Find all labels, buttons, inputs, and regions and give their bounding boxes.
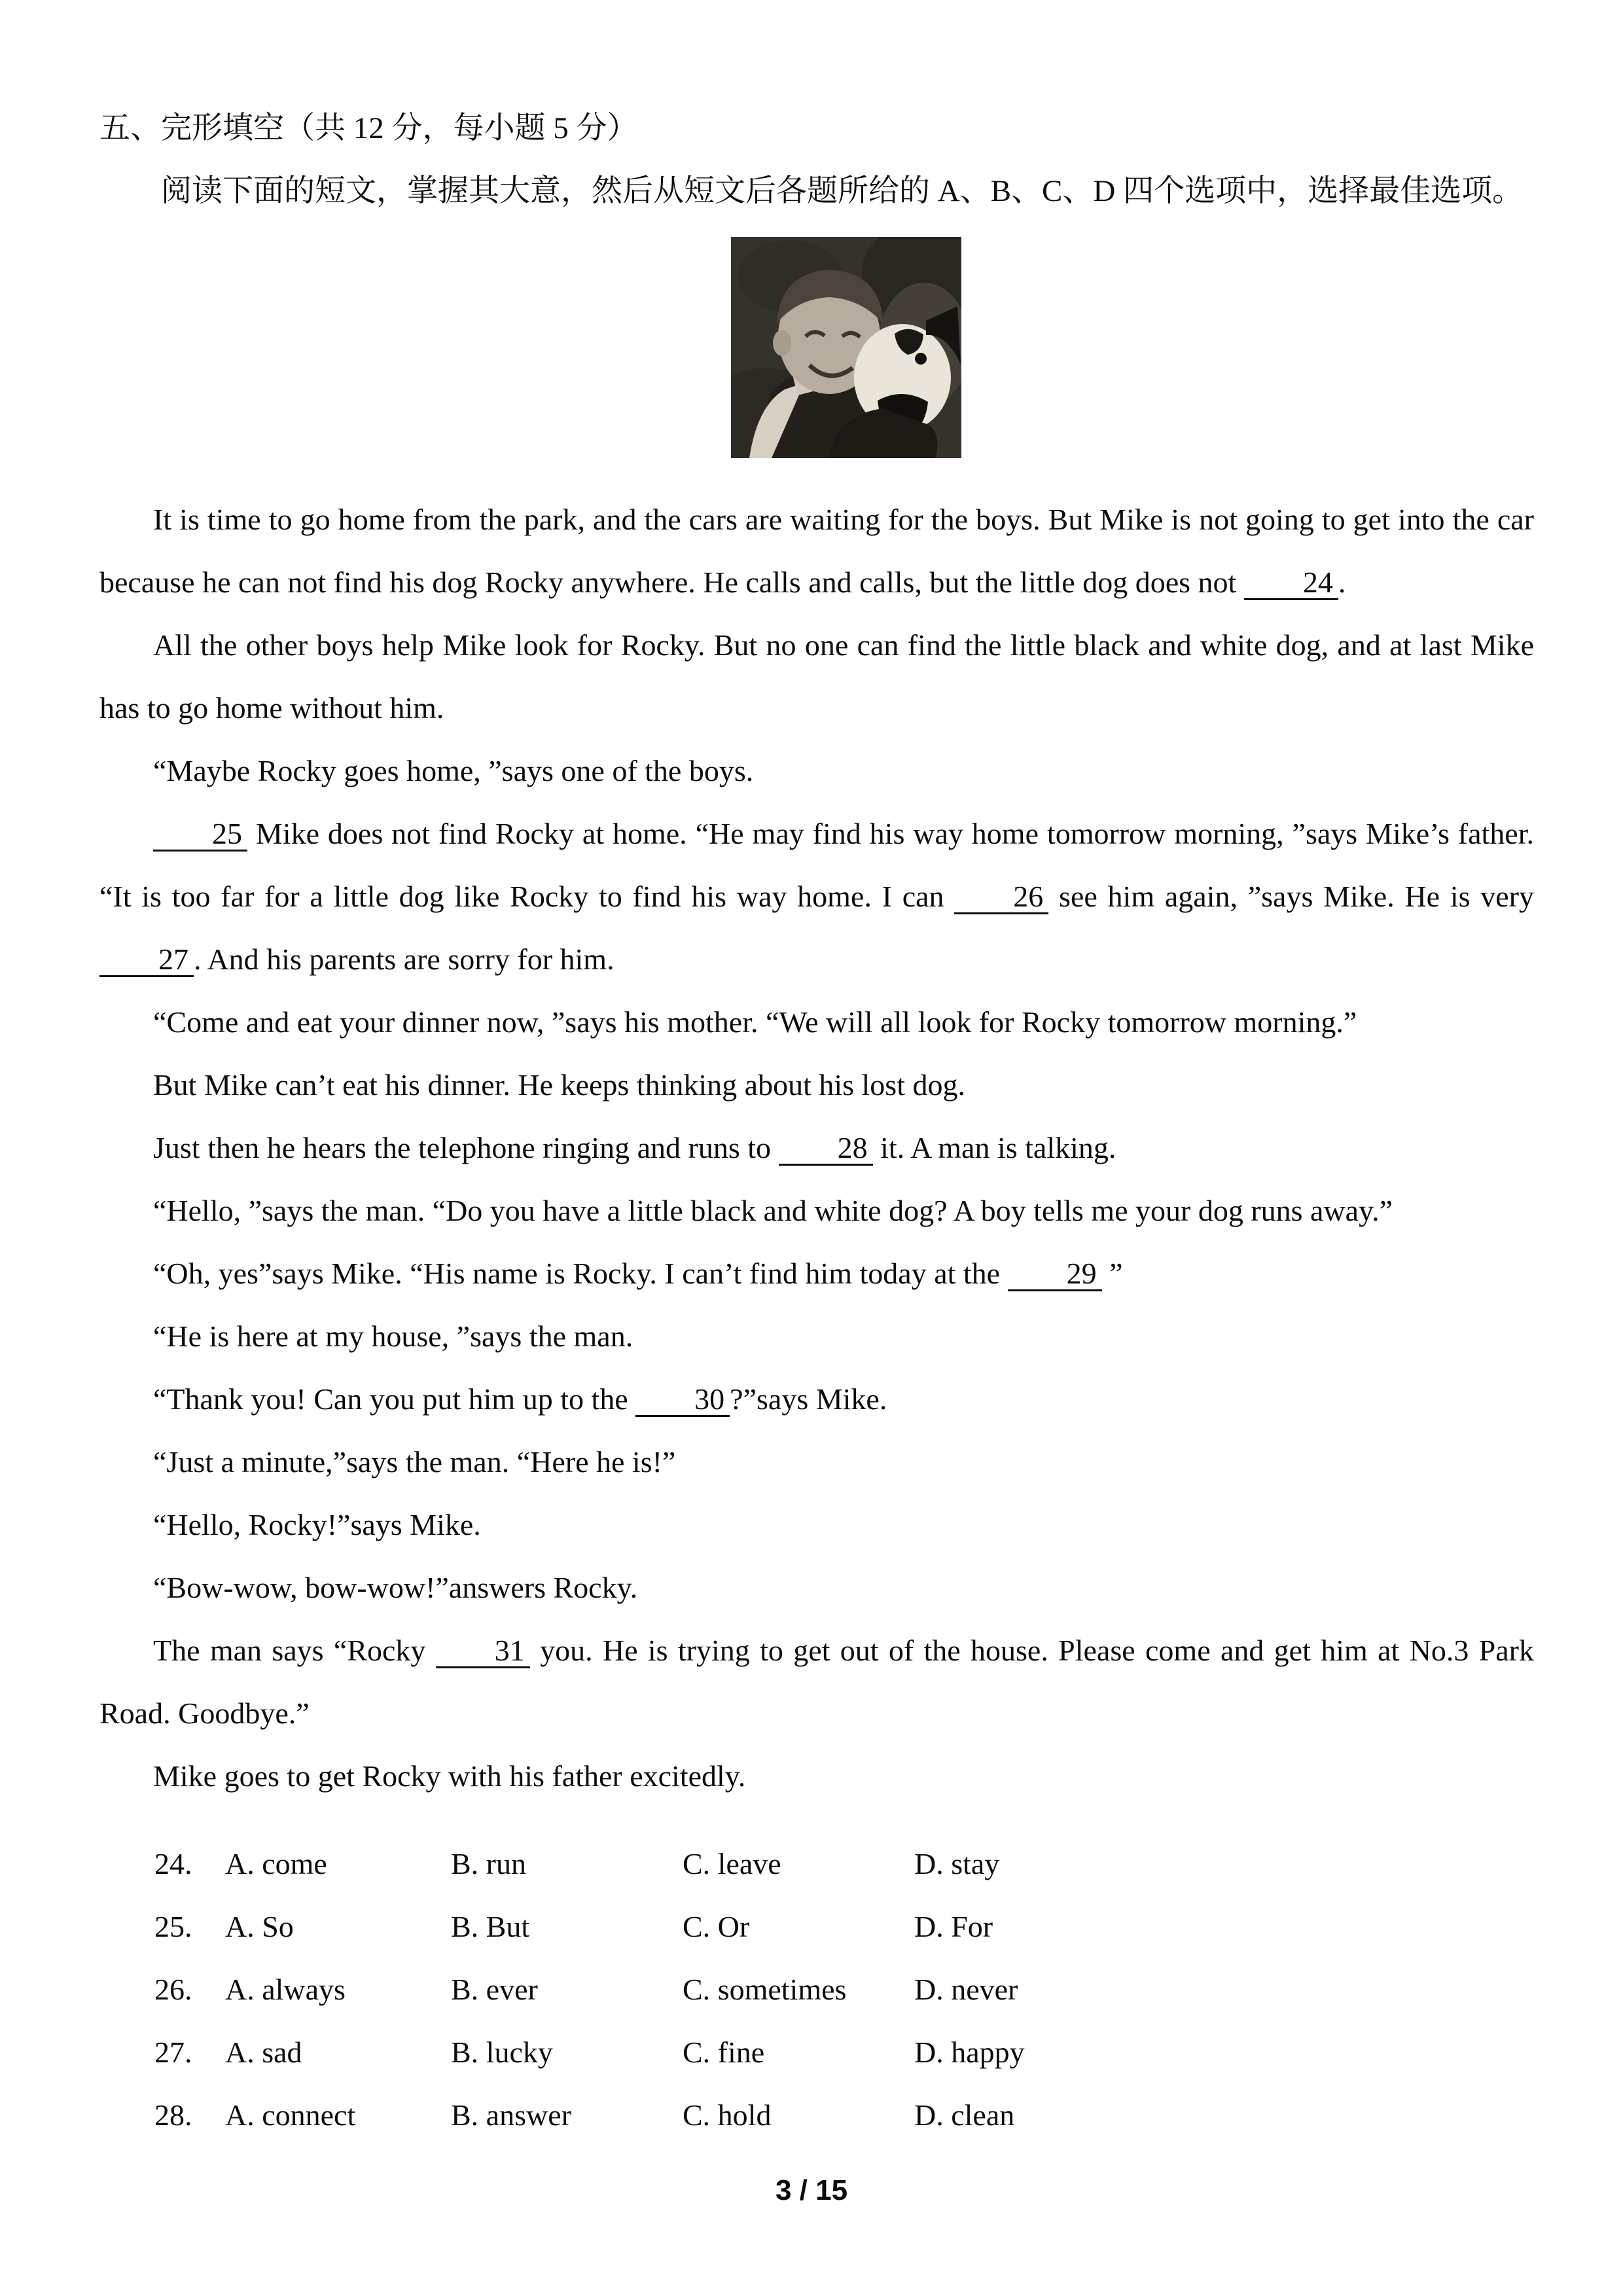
- cloze-blank-26: 26: [954, 881, 1048, 914]
- option-d: D. never: [914, 1973, 1018, 2006]
- boy-and-dog-photo: [731, 237, 961, 458]
- photo-box: [731, 237, 961, 458]
- option-c: C. Or: [683, 1910, 750, 1943]
- cloze-blank-25: 25: [153, 818, 247, 852]
- passage-paragraph: The man says “Rocky 31 you. He is trying to get out of the house. Please come and get him at No.3 Park Road. Goodbye.”: [99, 1634, 1534, 1730]
- question-number: 27.: [154, 2036, 192, 2069]
- option-row-28: [99, 2084, 1534, 2147]
- cloze-blank-30: 30: [635, 1384, 730, 1417]
- option-a: A. sad: [225, 2036, 302, 2069]
- option-a: A. always: [225, 1973, 346, 2006]
- option-c: C. fine: [683, 2036, 765, 2069]
- option-b: B. But: [451, 1910, 530, 1943]
- option-row-25: [99, 1895, 1534, 1958]
- question-number: 24.: [154, 1847, 192, 1880]
- passage-paragraph: Mike goes to get Rocky with his father excitedly.: [153, 1759, 746, 1793]
- question-number: 25.: [154, 1910, 192, 1943]
- section-title: 五、完形填空（共 12 分，每小题 5 分）: [99, 111, 638, 145]
- question-number: 28.: [154, 2098, 192, 2132]
- option-d: D. For: [914, 1910, 993, 1943]
- option-c: C. leave: [683, 1847, 781, 1880]
- passage-paragraph: 25 Mike does not find Rocky at home. “He may find his way home tomorrow morning, ”says Mike’s father. “It is too far for a little dog like Rocky to find his way home. I can 26 see him again, ”says Mike. He is very 27 . And his parents are sorry for him.: [99, 802, 1534, 991]
- option-a: A. So: [225, 1910, 294, 1943]
- cloze-blank-24: 24: [1244, 567, 1338, 600]
- option-c: C. sometimes: [683, 1973, 847, 2006]
- option-d: D. clean: [914, 2098, 1015, 2132]
- question-number: 26.: [154, 1973, 192, 2006]
- page-content: [99, 97, 1534, 2147]
- option-d: D. happy: [914, 2036, 1025, 2069]
- option-b: B. answer: [451, 2098, 571, 2132]
- passage-paragraph: Just then he hears the telephone ringing and runs to 28 it. A man is talking.: [99, 1117, 1534, 1179]
- option-b: B. lucky: [451, 2036, 553, 2069]
- option-row-27: [99, 2021, 1534, 2084]
- cloze-blank-27: 27: [99, 944, 194, 977]
- option-a: A. connect: [225, 2098, 356, 2132]
- option-a: A. come: [225, 1847, 327, 1880]
- passage-paragraph: “Thank you! Can you put him up to the 30 ?”says Mike.: [99, 1368, 1534, 1431]
- passage-paragraph: “Hello, ”says the man. “Do you have a little black and white dog? A boy tells me your dog runs away.”: [153, 1194, 1393, 1227]
- option-row-26: [99, 1958, 1534, 2021]
- cloze-blank-29: 29: [1008, 1258, 1102, 1291]
- passage-paragraph: “Maybe Rocky goes home, ”says one of the boys.: [153, 754, 754, 787]
- passage-paragraph: But Mike can’t eat his dinner. He keeps thinking about his lost dog.: [153, 1068, 965, 1102]
- passage-paragraph: All the other boys help Mike look for Rocky. But no one can find the little black and white dog, and at last Mike has to go home without him.: [99, 628, 1534, 725]
- option-b: B. run: [451, 1847, 526, 1880]
- cloze-blank-28: 28: [779, 1132, 873, 1166]
- option-d: D. stay: [914, 1847, 1000, 1880]
- passage-paragraph: “Bow-wow, bow-wow!”answers Rocky.: [153, 1571, 638, 1604]
- option-c: C. hold: [683, 2098, 772, 2132]
- option-row-24: [99, 1833, 1534, 1895]
- passage-paragraph: It is time to go home from the park, and the cars are waiting for the boys. But Mike is not going to get into the car because he can not find his dog Rocky anywhere. He calls and calls, but the little dog does not 24 .: [99, 488, 1534, 614]
- passage-paragraph: “Just a minute,”says the man. “Here he is!”: [153, 1445, 676, 1479]
- passage-paragraph: “Oh, yes”says Mike. “His name is Rocky. I can’t find him today at the 29 ”: [99, 1242, 1534, 1305]
- options-list: [99, 1833, 1534, 2147]
- passage-paragraph: “Come and eat your dinner now, ”says his mother. “We will all look for Rocky tomorrow morning.”: [153, 1005, 1357, 1039]
- passage-paragraph: “He is here at my house, ”says the man.: [153, 1319, 633, 1353]
- instruction-text: 阅读下面的短文，掌握其大意，然后从短文后各题所给的 A、B、C、D 四个选项中，选择最佳选项。: [161, 174, 1524, 208]
- figure-wrap: [99, 237, 1534, 458]
- cloze-blank-31: 31: [436, 1635, 530, 1668]
- passage-paragraph: “Hello, Rocky!”says Mike.: [153, 1508, 481, 1541]
- page-number: 3 / 15: [775, 2174, 848, 2206]
- option-b: B. ever: [451, 1973, 538, 2006]
- passage: [99, 488, 1534, 1808]
